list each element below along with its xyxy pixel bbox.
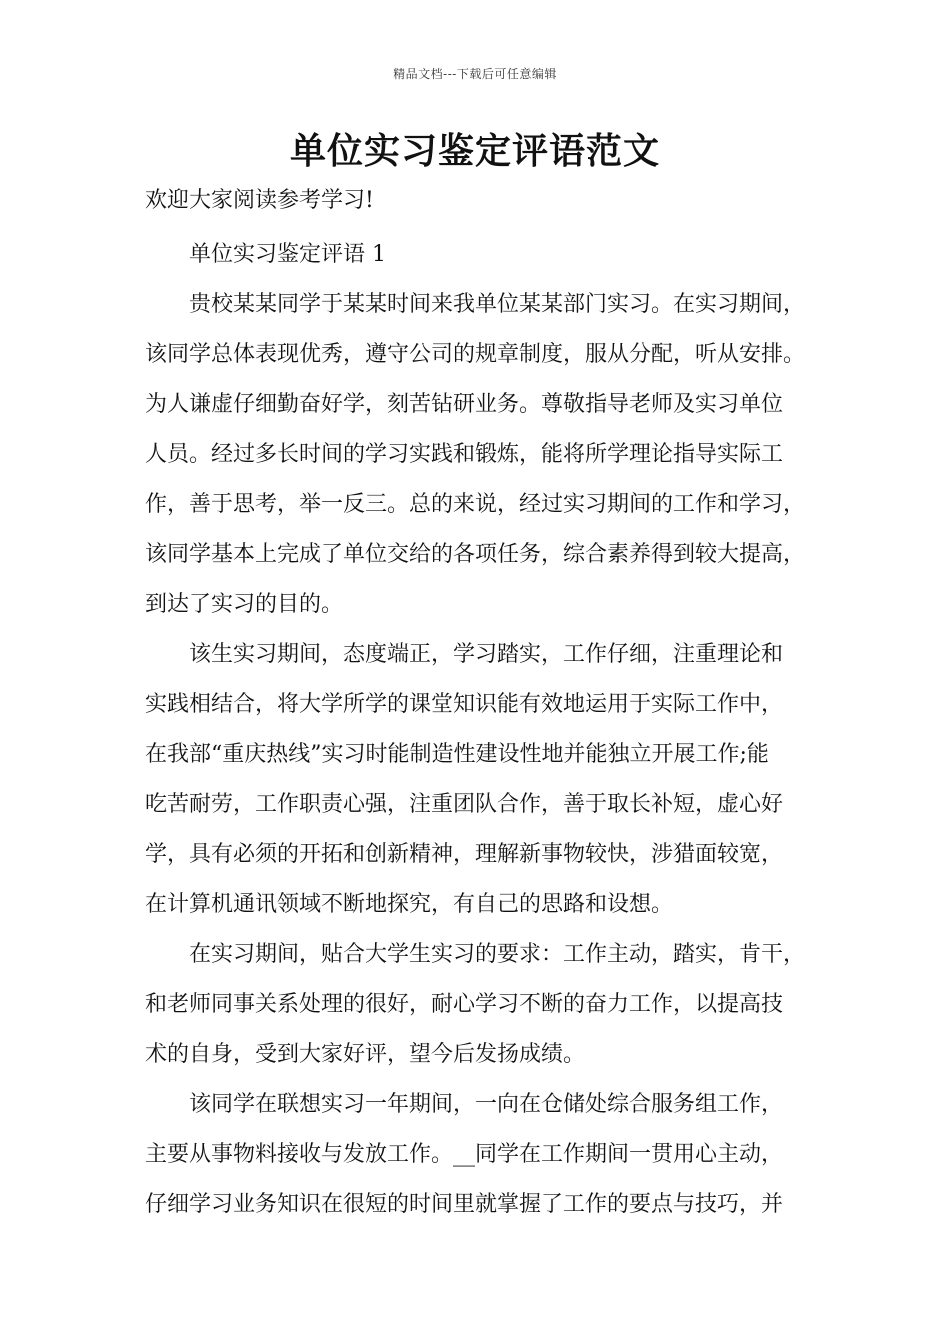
paragraph <box>145 1080 825 1230</box>
paragraph-line: 学，具有必须的开拓和创新精神，理解新事物较快，涉猎面较宽， <box>145 842 784 867</box>
paragraph-line: 仔细学习业务知识在很短的时间里就掌握了工作的要点与技巧，并 <box>145 1192 784 1217</box>
paragraph-line: 为人谦虚仔细勤奋好学，刻苦钻研业务。尊敬指导老师及实习单位 <box>145 392 784 417</box>
document-body <box>145 180 825 1230</box>
intro-text: 欢迎大家阅读参考学习! <box>145 188 374 213</box>
paragraph-line: 吃苦耐劳，工作职责心强，注重团队合作，善于取长补短，虚心好 <box>145 792 784 817</box>
paragraph-line: 该同学在联想实习一年期间，一向在仓储处综合服务组工作， <box>189 1092 784 1117</box>
paragraph-line: 人员。经过多长时间的学习实践和锻炼，能将所学理论指导实际工 <box>145 442 784 467</box>
paragraph-line: 该同学基本上完成了单位交给的各项任务，综合素养得到较大提高， <box>145 542 806 567</box>
paragraph-line: 贵校某某同学于某某时间来我单位某某部门实习。在实习期间， <box>189 292 806 317</box>
paragraph-line: 在计算机通讯领域不断地探究，有自己的思路和设想。 <box>145 892 674 917</box>
paragraph-line: 和老师同事关系处理的很好，耐心学习不断的奋力工作，以提高技 <box>145 992 784 1017</box>
paragraph-line: 在实习期间，贴合大学生实习的要求：工作主动，踏实，肯干， <box>189 942 806 967</box>
document-title: 单位实习鉴定评语范文 <box>289 131 660 172</box>
paragraph-line: 术的自身，受到大家好评，望今后发扬成绩。 <box>145 1042 586 1067</box>
paragraph <box>145 280 825 630</box>
paragraph <box>145 630 825 930</box>
section-subtitle: 单位实习鉴定评语 1 <box>189 242 386 267</box>
paragraph-line: 到达了实习的目的。 <box>145 592 344 617</box>
paragraph-line: 实践相结合，将大学所学的课堂知识能有效地运用于实际工作中， <box>145 692 784 717</box>
paragraph-line: 作，善于思考，举一反三。总的来说，经过实习期间的工作和学习， <box>145 492 806 517</box>
paragraph-line: 主要从事物料接收与发放工作。__同学在工作期间一贯用心主动， <box>145 1142 784 1167</box>
paragraph-line: 该同学总体表现优秀，遵守公司的规章制度，服从分配，听从安排。 <box>145 342 806 367</box>
paragraph-line: 在我部“重庆热线”实习时能制造性建设性地并能独立开展工作;能 <box>145 742 769 767</box>
header-note: 精品文档---下载后可任意编辑 <box>393 67 557 81</box>
paragraph <box>145 930 825 1080</box>
paragraph-line: 该生实习期间，态度端正，学习踏实，工作仔细，注重理论和 <box>189 642 784 667</box>
